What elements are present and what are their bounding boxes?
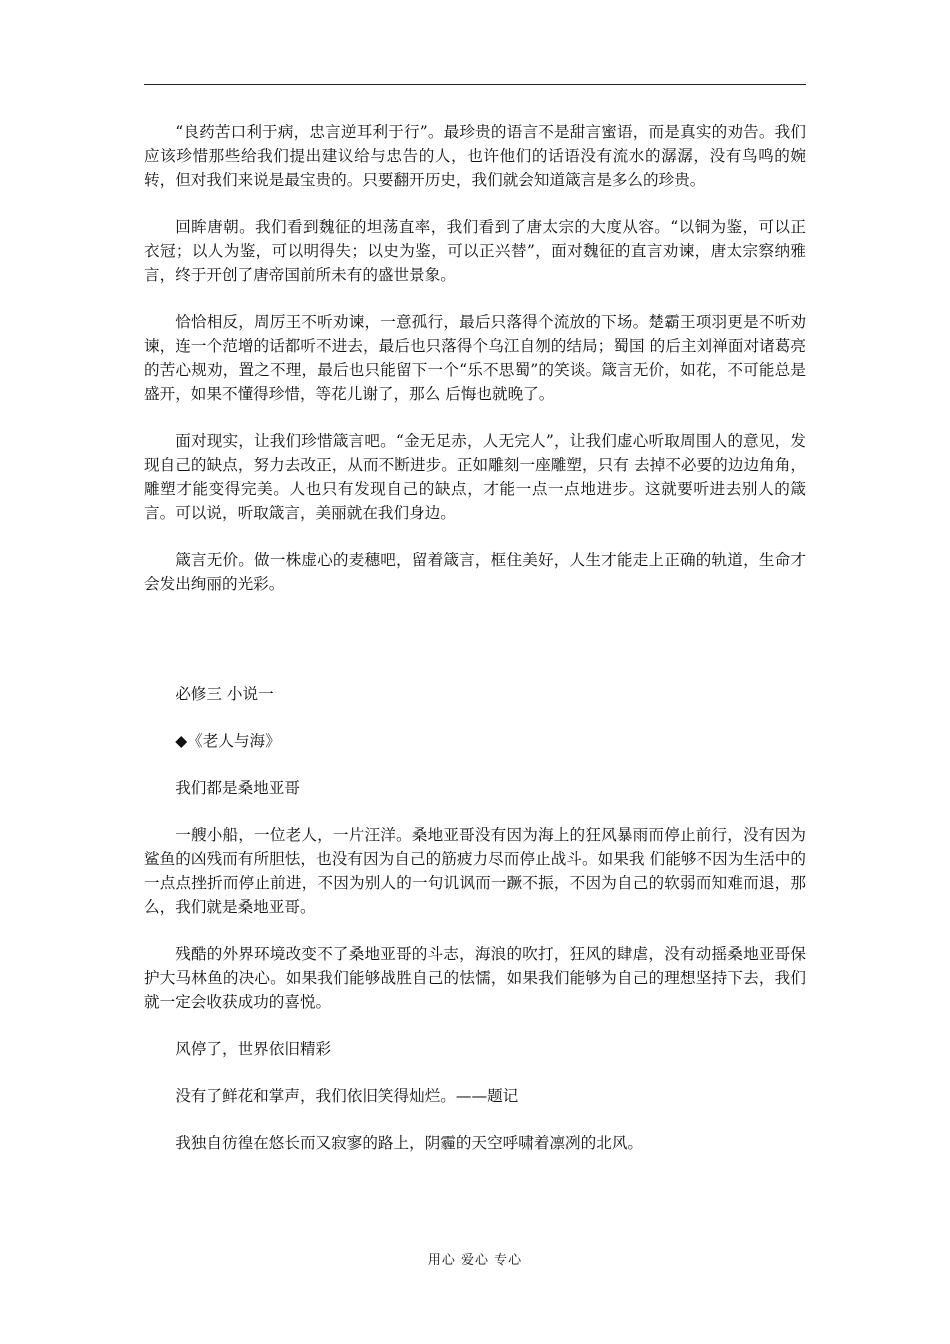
essay-paragraph-3: 恰恰相反，周厉王不听劝谏，一意孤行，最后只落得个流放的下场。楚霸王项羽更是不听劝谏，连一个范增的话都听不进去，最后也只落得个乌江自刎的结局；蜀国 的后主刘禅面对诸葛亮的苦心规劝，置之不理，最后也只能留下一个“乐不思蜀”的笑谈。箴言无价，如花，不可能总是盛开，如果不懂得珍惜，等花儿谢了，那么 后悔也就晚了。 <box>144 313 806 403</box>
essay-paragraph-5: 箴言无价。做一株虚心的麦穗吧，留着箴言，框住美好，人生才能走上正确的轨道，生命才会发出绚丽的光彩。 <box>144 551 806 593</box>
section-paragraph-1: 一艘小船，一位老人，一片汪洋。桑地亚哥没有因为海上的狂风暴雨而停止前行，没有因为鲨鱼的凶残而有所胆怯，也没有因为自己的筋疲力尽而停止战斗。如果我 们能够不因为生活中的一点点挫折而停止前进，不因为别人的一句讥讽而一蹶不振，不因为自己的软弱而知难而退，那么，我们就是桑地亚哥。 <box>144 826 806 916</box>
section-heading: 必修三 小说一 <box>175 685 274 703</box>
header-rule <box>144 84 806 85</box>
section-paragraph-3: 我独自彷徨在悠长而又寂寥的路上，阴霾的天空呼啸着凛冽的北风。 <box>175 1134 644 1152</box>
essay-title-2: 风停了，世界依旧精彩 <box>175 1040 332 1058</box>
essay-paragraph-4: 面对现实，让我们珍惜箴言吧。“金无足赤，人无完人”，让我们虚心听取周围人的意见，发现自己的缺点，努力去改正，从而不断进步。正如雕刻一座雕塑，只有 去掉不必要的边边角角，雕塑才能变得完美。人也只有发现自己的缺点，才能一点一点地进步。这就要听进去别人的箴言。可以说，听取箴言，美丽就在我们身边。 <box>144 432 806 522</box>
essay-paragraph-2: 回眸唐朝。我们看到魏征的坦荡直率，我们看到了唐太宗的大度从容。“以铜为鉴，可以正衣冠；以人为鉴，可以明得失；以史为鉴，可以正兴替”，面对魏征的直言劝谏，唐太宗察纳雅言，终于开创了唐帝国前所未有的盛世景象。 <box>144 218 806 284</box>
section-paragraph-2: 残酷的外界环境改变不了桑地亚哥的斗志，海浪的吹打，狂风的肆虐，没有动摇桑地亚哥保护大马林鱼的决心。如果我们能够战胜自己的怯懦，如果我们能够为自己的理想坚持下去，我们就一定会收获成功的喜悦。 <box>144 945 806 1011</box>
book-title: ◆《老人与海》 <box>175 732 281 750</box>
page-content <box>144 120 806 1178</box>
page-footer: 用心 爱心 专心 <box>427 1253 523 1268</box>
epigraph: 没有了鲜花和掌声，我们依旧笑得灿烂。——题记 <box>175 1087 519 1105</box>
essay-paragraph-1: “良药苦口利于病，忠言逆耳利于行”。最珍贵的语言不是甜言蜜语，而是真实的劝告。我们应该珍惜那些给我们提出建议给与忠告的人，也许他们的话语没有流水的潺潺，没有鸟鸣的婉转，但对我们来说是最宝贵的。只要翻开历史，我们就会知道箴言是多么的珍贵。 <box>144 123 806 189</box>
essay-subtitle: 我们都是桑地亚哥 <box>175 779 300 797</box>
